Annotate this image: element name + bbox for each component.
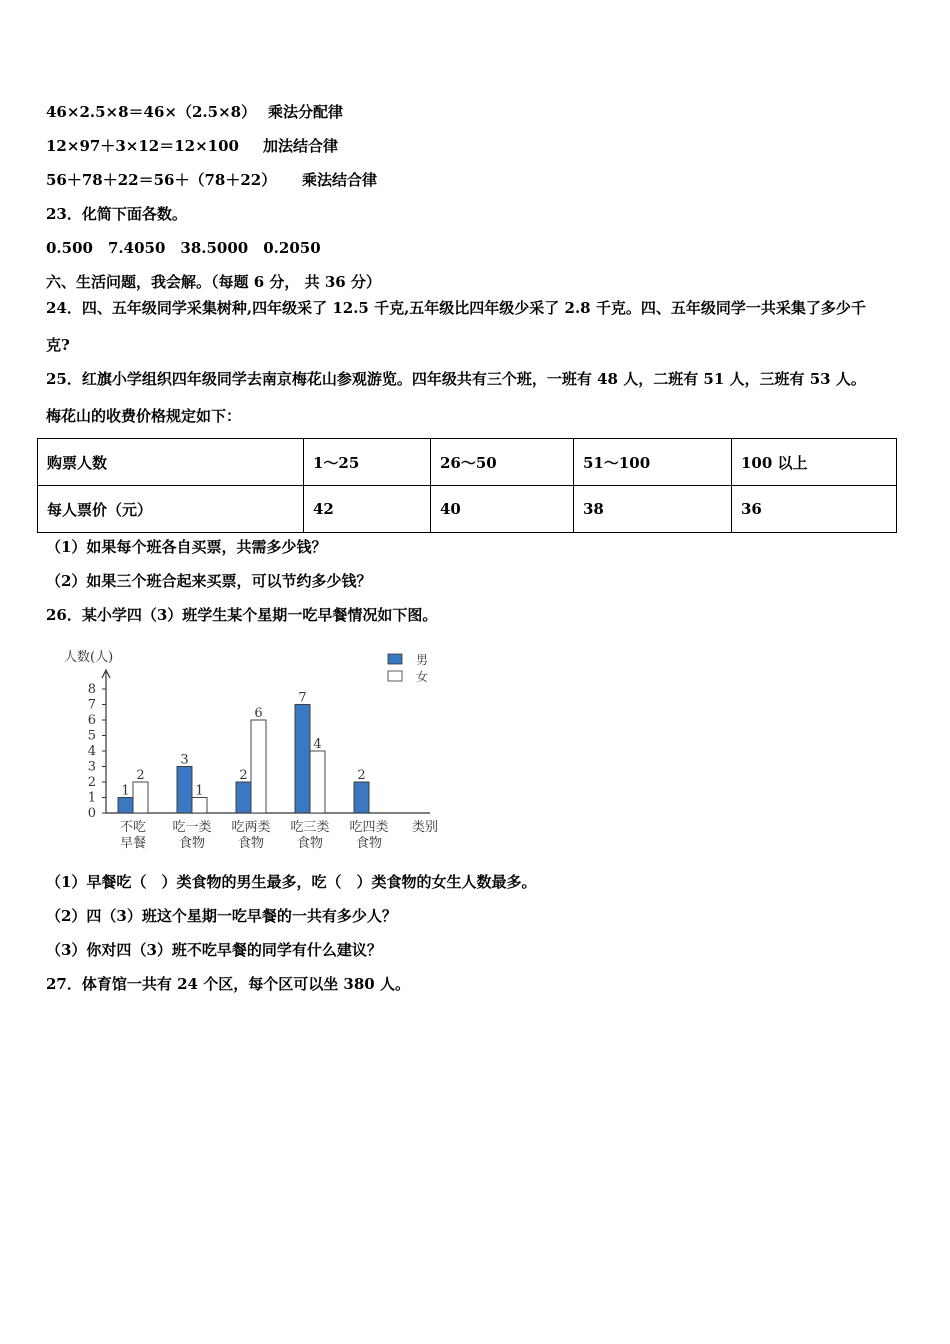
question-25-cont: 梅花山的收费价格规定如下： <box>46 407 242 425</box>
bar-female <box>133 782 148 813</box>
question-25: 25．红旗小学组织四年级同学去南京梅花山参观游览。四年级共有三个班，一班有 48 人，二班有 51 人，三班有 53 人。 <box>46 370 866 388</box>
bar-male <box>118 798 133 814</box>
question-24-cont: 克? <box>46 336 70 354</box>
law-line-3 <box>46 170 378 190</box>
table-cell: 40 <box>431 486 574 533</box>
question-24: 24．四、五年级同学采集树种,四年级采了 12.5 千克,五年级比四年级少采了 2.8 千克。四、五年级同学一共采集了多少千 <box>46 299 866 317</box>
bar-value-label: 2 <box>136 768 145 783</box>
x-category-label: 早餐 <box>119 836 147 851</box>
legend-male-label: 男 <box>416 653 429 667</box>
breakfast-bar-chart <box>60 644 450 854</box>
y-tick-label: 2 <box>87 775 96 790</box>
bar-labels <box>121 691 365 799</box>
equation: 56＋78＋22＝56＋（78＋22） <box>46 171 277 189</box>
bar-value-label: 1 <box>195 783 204 799</box>
equation: 46×2.5×8＝46×（2.5×8） <box>46 103 257 121</box>
x-categories <box>120 819 389 851</box>
y-axis-title: 人数(人) <box>64 650 114 665</box>
x-category-label: 食物 <box>178 836 206 851</box>
law-line-2 <box>46 136 339 156</box>
table-cell: 100 以上 <box>732 439 897 486</box>
question-25-2: （2）如果三个班合起来买票，可以节约多少钱？ <box>46 572 372 590</box>
x-category-label: 食物 <box>296 836 324 851</box>
equation: 12×97＋3×12＝12×100 <box>46 137 239 155</box>
bars <box>118 705 369 814</box>
y-tick-label: 3 <box>87 759 96 775</box>
y-tick-label: 7 <box>87 697 96 713</box>
x-category-label: 吃两类 <box>231 820 271 835</box>
bar-value-label: 6 <box>254 706 263 721</box>
bar-female <box>251 720 266 813</box>
law-line-1 <box>46 102 344 122</box>
law-name: 乘法分配律 <box>268 103 344 121</box>
table-cell: 42 <box>304 486 431 533</box>
y-tick-label: 4 <box>87 744 96 759</box>
question-26-3: （3）你对四（3）班不吃早餐的同学有什么建议？ <box>46 941 382 959</box>
table-cell: 每人票价（元） <box>38 486 304 533</box>
question-23: 23．化简下面各数。 <box>46 205 187 223</box>
table-cell: 1～25 <box>304 439 431 486</box>
table-cell: 26～50 <box>431 439 574 486</box>
table-row <box>38 439 897 486</box>
bar-value-label: 2 <box>239 768 248 783</box>
table-cell: 购票人数 <box>38 439 304 486</box>
y-tick-label: 8 <box>87 682 96 697</box>
bar-female <box>310 751 325 813</box>
bar-female <box>192 798 207 814</box>
y-tick-label: 0 <box>87 806 96 821</box>
x-category-label: 吃一类 <box>172 820 212 835</box>
legend-female-label: 女 <box>416 670 429 684</box>
bar-value-label: 3 <box>180 752 189 768</box>
y-tick-label: 1 <box>87 790 96 806</box>
x-axis-title: 类别 <box>412 820 439 835</box>
bar-value-label: 2 <box>357 768 366 783</box>
fee-table <box>37 438 897 533</box>
x-category-label: 不吃 <box>119 820 147 835</box>
bar-value-label: 7 <box>298 690 307 706</box>
bar-value-label: 4 <box>313 737 322 752</box>
x-category-label: 吃四类 <box>349 820 389 835</box>
x-category-label: 食物 <box>355 836 383 851</box>
y-tick-label: 6 <box>87 713 96 728</box>
bar-male <box>354 782 369 813</box>
legend-female-swatch <box>388 671 402 681</box>
law-name: 加法结合律 <box>263 137 339 155</box>
y-ticks <box>88 682 106 821</box>
x-category-label: 吃三类 <box>290 820 330 835</box>
table-cell: 38 <box>574 486 732 533</box>
bar-male <box>236 782 251 813</box>
table-cell: 51～100 <box>574 439 732 486</box>
bar-value-label: 1 <box>121 783 130 799</box>
question-27: 27．体育馆一共有 24 个区，每个区可以坐 380 人。 <box>46 975 410 993</box>
bar-male <box>295 705 310 814</box>
table-cell: 36 <box>732 486 897 533</box>
table-row <box>38 486 897 533</box>
x-category-label: 食物 <box>237 836 265 851</box>
question-26: 26．某小学四（3）班学生某个星期一吃早餐情况如下图。 <box>46 606 438 624</box>
question-26-2: （2）四（3）班这个星期一吃早餐的一共有多少人？ <box>46 907 397 925</box>
y-tick-label: 5 <box>87 728 96 744</box>
question-25-1: （1）如果每个班各自买票，共需多少钱？ <box>46 538 327 556</box>
bar-male <box>177 767 192 814</box>
legend-male-swatch <box>388 654 402 664</box>
question-23-numbers: 0.500 7.4050 38.5000 0.2050 <box>46 239 321 257</box>
question-26-1: （1）早餐吃（ ）类食物的男生最多，吃（ ）类食物的女生人数最多。 <box>46 873 537 891</box>
law-name: 乘法结合律 <box>302 171 378 189</box>
section-6-heading: 六、生活问题，我会解。（每题 6 分， 共 36 分） <box>46 273 381 291</box>
